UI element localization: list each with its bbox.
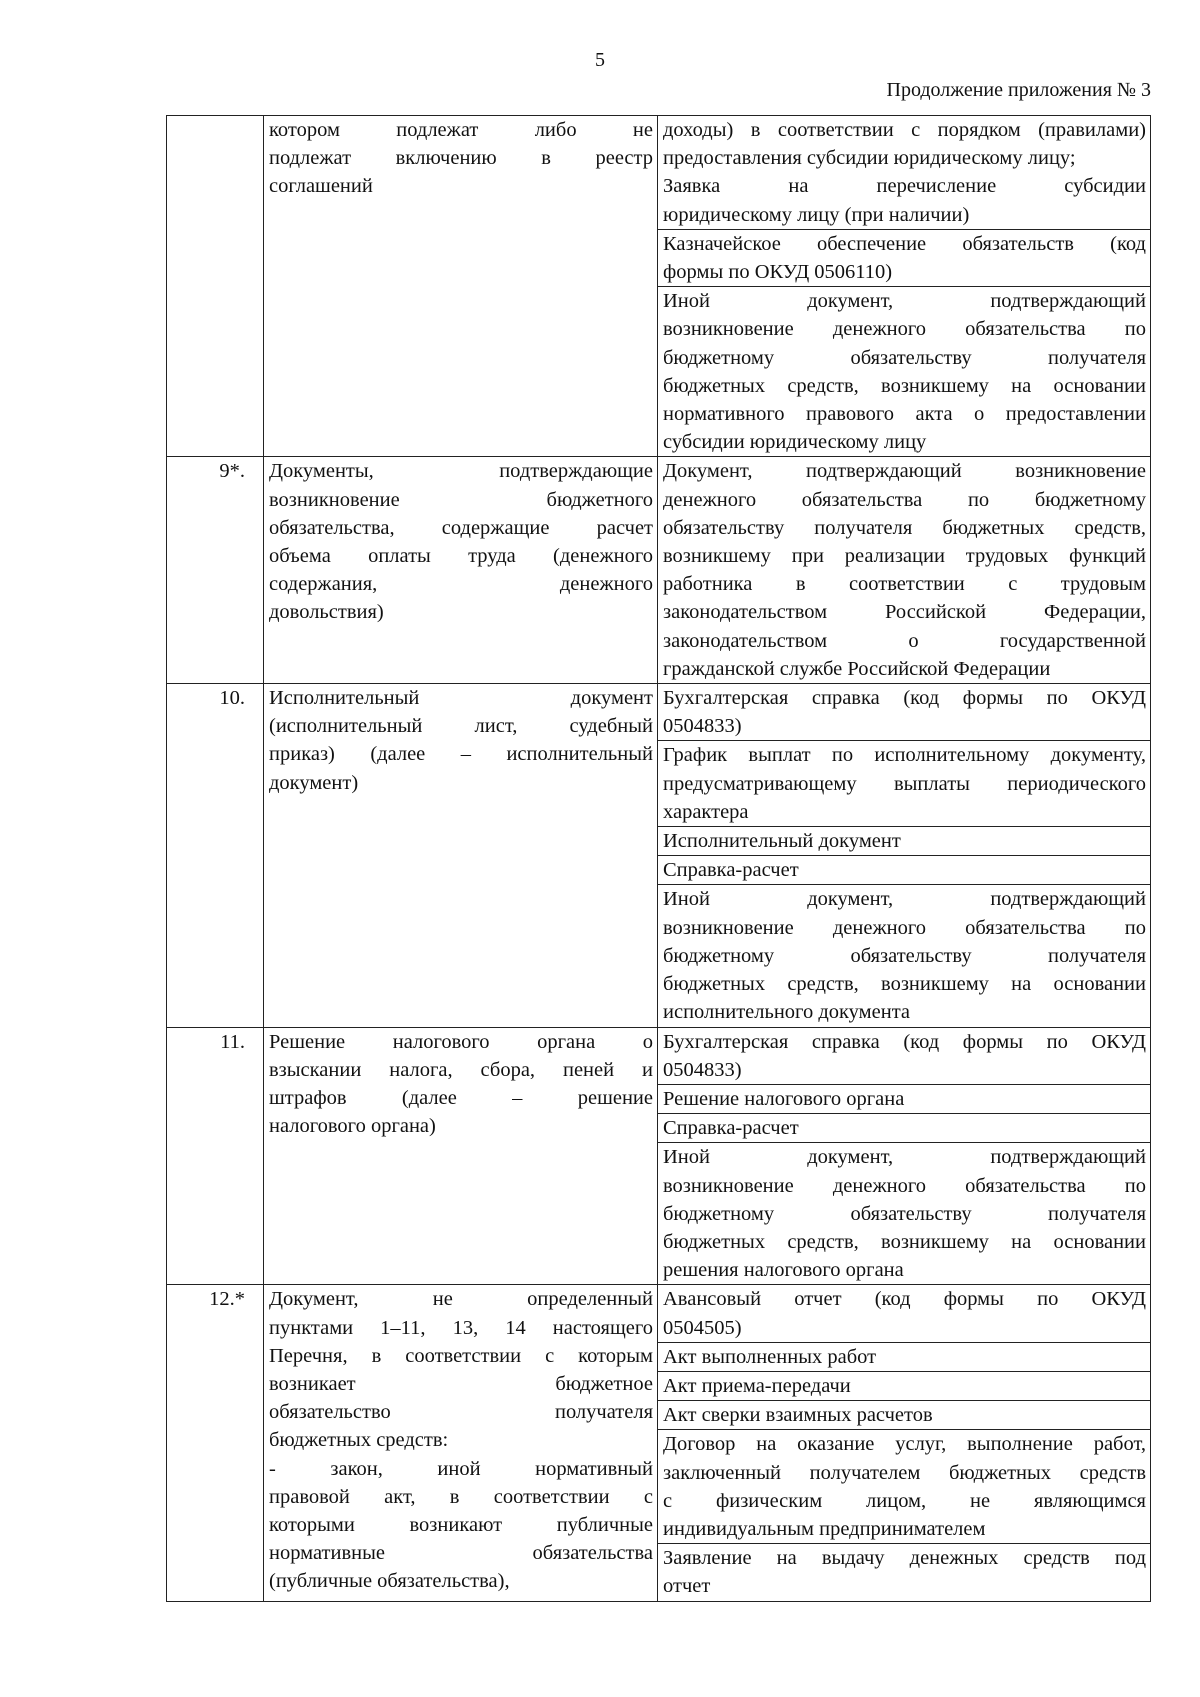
- description-line: Решение налогового органа о: [269, 1030, 653, 1053]
- document-line: Иной документ, подтверждающий: [663, 290, 1146, 313]
- document-entry: [658, 229, 1150, 286]
- row-number: 11.: [167, 1027, 264, 1285]
- document-line: Авансовый отчет (код формы по ОКУД: [663, 1288, 1146, 1311]
- supporting-documents: [658, 1027, 1151, 1285]
- document-line: 0504833): [663, 1058, 742, 1081]
- document-entry: [658, 684, 1150, 740]
- document-entry: [658, 1113, 1150, 1142]
- document-line: бюджетному обязательству получателя: [663, 1202, 1146, 1225]
- document-line: законодательством о государственной: [663, 629, 1146, 652]
- document-line: График выплат по исполнительному документу,: [663, 744, 1146, 767]
- document-line: доходы) в соответствии с порядком (правилами): [663, 119, 1146, 141]
- document-line: возникновение денежного обязательства по: [663, 318, 1146, 341]
- row-number: 10.: [167, 684, 264, 1027]
- document-line: Акт сверки взаимных расчетов: [663, 1404, 933, 1427]
- document-entry: [658, 457, 1150, 683]
- document-entry: [658, 1028, 1150, 1084]
- document-line: Исполнительный документ: [663, 830, 901, 853]
- description-line: возникает бюджетное: [269, 1372, 653, 1395]
- document-line: индивидуальным предпринимателем: [663, 1517, 986, 1540]
- document-entry: [658, 116, 1150, 229]
- document-entry: [658, 826, 1150, 855]
- description-line: штрафов (далее – решение: [269, 1086, 653, 1109]
- document-line: Решение налогового органа: [663, 1087, 905, 1110]
- description-line: Исполнительный документ: [269, 687, 653, 710]
- description-line: возникновение бюджетного: [269, 488, 653, 511]
- description-line: объема оплаты труда (денежного: [269, 545, 653, 568]
- table-row: [167, 1285, 1151, 1601]
- document-line: Справка-расчет: [663, 1117, 799, 1140]
- obligation-description: [264, 116, 658, 457]
- document-entry: [658, 855, 1150, 884]
- document-line: бюджетных средств, возникшему на основании: [663, 1230, 1146, 1253]
- document-line: Акт выполненных работ: [663, 1345, 877, 1368]
- document-line: Справка-расчет: [663, 859, 799, 882]
- table-row: [167, 457, 1151, 684]
- document-line: 0504505): [663, 1316, 742, 1339]
- document-line: Заявка на перечисление субсидии: [663, 175, 1146, 198]
- obligation-description: [264, 1285, 658, 1601]
- document-line: гражданской службе Российской Федерации: [663, 657, 1051, 680]
- row-number: 12.*: [167, 1285, 264, 1601]
- document-line: возникновение денежного обязательства по: [663, 916, 1146, 939]
- document-line: возникновение денежного обязательства по: [663, 1174, 1146, 1197]
- document-line: денежного обязательства по бюджетному: [663, 488, 1146, 511]
- document-line: Иной документ, подтверждающий: [663, 1146, 1146, 1169]
- document-entry: [658, 286, 1150, 456]
- description-line: (исполнительный лист, судебный: [269, 715, 653, 738]
- description-line: котором подлежат либо не: [269, 119, 653, 141]
- description-line: обязательство получателя: [269, 1401, 653, 1424]
- document-line: работника в соответствии с трудовым: [663, 573, 1146, 596]
- supporting-documents: [658, 457, 1151, 684]
- document-line: юридическому лицу (при наличии): [663, 203, 970, 226]
- document-entry: [658, 1371, 1150, 1400]
- document-entry: [658, 1084, 1150, 1113]
- document-entry: [658, 884, 1150, 1026]
- description-line: соглашений: [269, 175, 373, 198]
- description-line: которыми возникают публичные: [269, 1513, 653, 1536]
- description-line: нормативные обязательства: [269, 1542, 653, 1565]
- document-line: Иной документ, подтверждающий: [663, 888, 1146, 911]
- obligation-description: [264, 457, 658, 684]
- document-line: заключенный получателем бюджетных средств: [663, 1461, 1146, 1484]
- document-line: формы по ОКУД 0506110): [663, 261, 893, 284]
- description-line: содержания, денежного: [269, 573, 653, 596]
- documents-table-body: [167, 116, 1151, 1602]
- document-line: характера: [663, 800, 749, 823]
- description-line: Перечня, в соответствии с которым: [269, 1344, 653, 1367]
- supporting-documents: [658, 116, 1151, 457]
- document-entry: [658, 1400, 1150, 1429]
- document-line: отчет: [663, 1575, 711, 1598]
- description-line: обязательства, содержащие расчет: [269, 516, 653, 539]
- description-line: пунктами 1–11, 13, 14 настоящего: [269, 1316, 653, 1339]
- document-entry: [658, 740, 1150, 826]
- description-line: приказ) (далее – исполнительный: [269, 743, 653, 766]
- document-line: бюджетному обязательству получателя: [663, 944, 1146, 967]
- description-line: подлежат включению в реестр: [269, 147, 653, 170]
- document-line: Заявление на выдачу денежных средств под: [663, 1547, 1146, 1570]
- description-line: взыскании налога, сбора, пеней и: [269, 1058, 653, 1081]
- document-line: предоставления субсидии юридическому лицу;: [663, 147, 1076, 170]
- row-number: 9*.: [167, 457, 264, 684]
- document-line: с физическим лицом, не являющимся: [663, 1489, 1146, 1512]
- document-line: решения налогового органа: [663, 1259, 904, 1282]
- document-line: Казначейское обеспечение обязательств (код: [663, 232, 1146, 255]
- supporting-documents: [658, 684, 1151, 1027]
- document-line: исполнительного документа: [663, 1001, 911, 1024]
- table-row: [167, 116, 1151, 457]
- documents-table: [166, 115, 1151, 1602]
- document-line: возникшему при реализации трудовых функций: [663, 545, 1146, 568]
- document-line: Бухгалтерская справка (код формы по ОКУД: [663, 1030, 1146, 1053]
- description-line: налогового органа): [269, 1115, 436, 1138]
- document-line: бюджетному обязательству получателя: [663, 346, 1146, 369]
- description-line: Документы, подтверждающие: [269, 460, 653, 483]
- document-entry: [658, 1342, 1150, 1371]
- document-line: нормативного правового акта о предоставлении: [663, 403, 1146, 426]
- document-entry: [658, 1429, 1150, 1543]
- document-line: обязательству получателя бюджетных средств,: [663, 516, 1146, 539]
- document-line: субсидии юридическому лицу: [663, 431, 927, 454]
- description-line: бюджетных средств:: [269, 1429, 449, 1452]
- description-line: - закон, иной нормативный: [269, 1457, 653, 1480]
- continuation-header: Продолжение приложения № 3: [886, 79, 1151, 101]
- document-entry: [658, 1142, 1150, 1284]
- description-line: Документ, не определенный: [269, 1288, 653, 1311]
- supporting-documents: [658, 1285, 1151, 1601]
- document-line: Акт приема-передачи: [663, 1374, 851, 1397]
- page-number: 5: [595, 49, 605, 71]
- row-number: [167, 116, 264, 457]
- table-row: [167, 1027, 1151, 1285]
- obligation-description: [264, 684, 658, 1027]
- document-line: Договор на оказание услуг, выполнение работ,: [663, 1433, 1146, 1456]
- document-line: бюджетных средств, возникшему на основании: [663, 973, 1146, 996]
- document-line: Документ, подтверждающий возникновение: [663, 460, 1146, 483]
- description-line: правовой акт, в соответствии с: [269, 1485, 653, 1508]
- table-row: [167, 684, 1151, 1027]
- description-line: документ): [269, 771, 359, 794]
- document-line: бюджетных средств, возникшему на основании: [663, 374, 1146, 397]
- document-entry: [658, 1285, 1150, 1341]
- document-entry: [658, 1543, 1150, 1600]
- document-line: законодательством Российской Федерации,: [663, 601, 1146, 624]
- document-line: предусматривающему выплаты периодического: [663, 772, 1146, 795]
- document-line: Бухгалтерская справка (код формы по ОКУД: [663, 687, 1146, 710]
- document-line: 0504833): [663, 715, 742, 738]
- description-line: довольствия): [269, 601, 384, 624]
- obligation-description: [264, 1027, 658, 1285]
- description-line: (публичные обязательства),: [269, 1570, 510, 1593]
